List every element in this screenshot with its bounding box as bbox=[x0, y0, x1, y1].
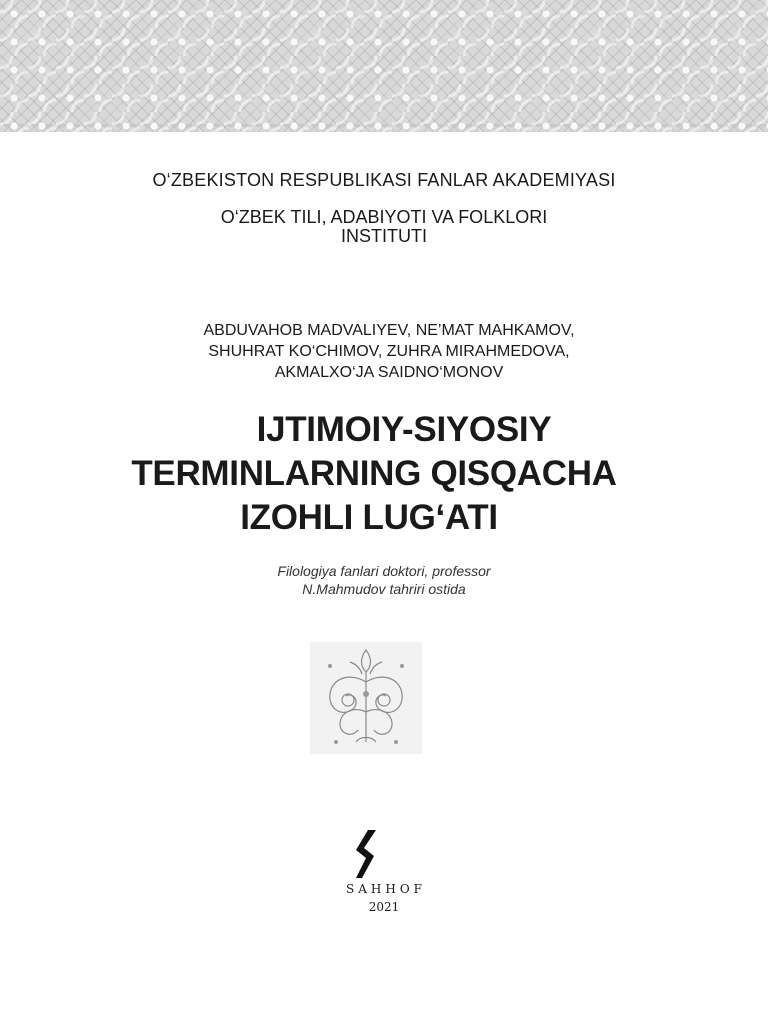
editor-line: N.Mahmudov tahriri ostida bbox=[302, 581, 466, 597]
editor-line: Filologiya fanlari doktori, professor bbox=[277, 563, 491, 579]
header-ornament-band bbox=[0, 0, 768, 132]
floral-ornament-icon bbox=[310, 642, 422, 754]
academy-name: O‘ZBEKISTON RESPUBLIKASI FANLAR AKADEMIYASI bbox=[152, 170, 616, 190]
publication-year: 2021 bbox=[368, 900, 400, 914]
title-line: IJTIMOIY-SIYOSIY bbox=[256, 410, 552, 449]
title-line: IZOHLI LUG‘ATI bbox=[240, 498, 498, 537]
institute-line: O‘ZBEK TILI, ADABIYOTI VA FOLKLORI bbox=[220, 207, 548, 227]
editor-note bbox=[0, 562, 768, 598]
institute-name bbox=[0, 208, 768, 246]
author-line: ABDUVAHOB MADVALIYEV, NE’MAT MAHKAMOV, bbox=[203, 322, 575, 339]
institute-line: INSTITUTI bbox=[341, 226, 427, 246]
author-line: AKMALXO‘JA SAIDNO‘MONOV bbox=[274, 364, 504, 381]
book-title bbox=[0, 408, 768, 540]
title-line: TERMINLARNING QISQACHA bbox=[131, 454, 617, 493]
header-ornament-edge bbox=[0, 124, 768, 132]
authors-list bbox=[0, 320, 768, 383]
publisher-name: SAHHOF bbox=[346, 882, 426, 896]
author-line: SHUHRAT KO‘CHIMOV, ZUHRA MIRAHMEDOVA, bbox=[208, 343, 570, 360]
sahhof-s-logo-icon bbox=[354, 830, 378, 878]
